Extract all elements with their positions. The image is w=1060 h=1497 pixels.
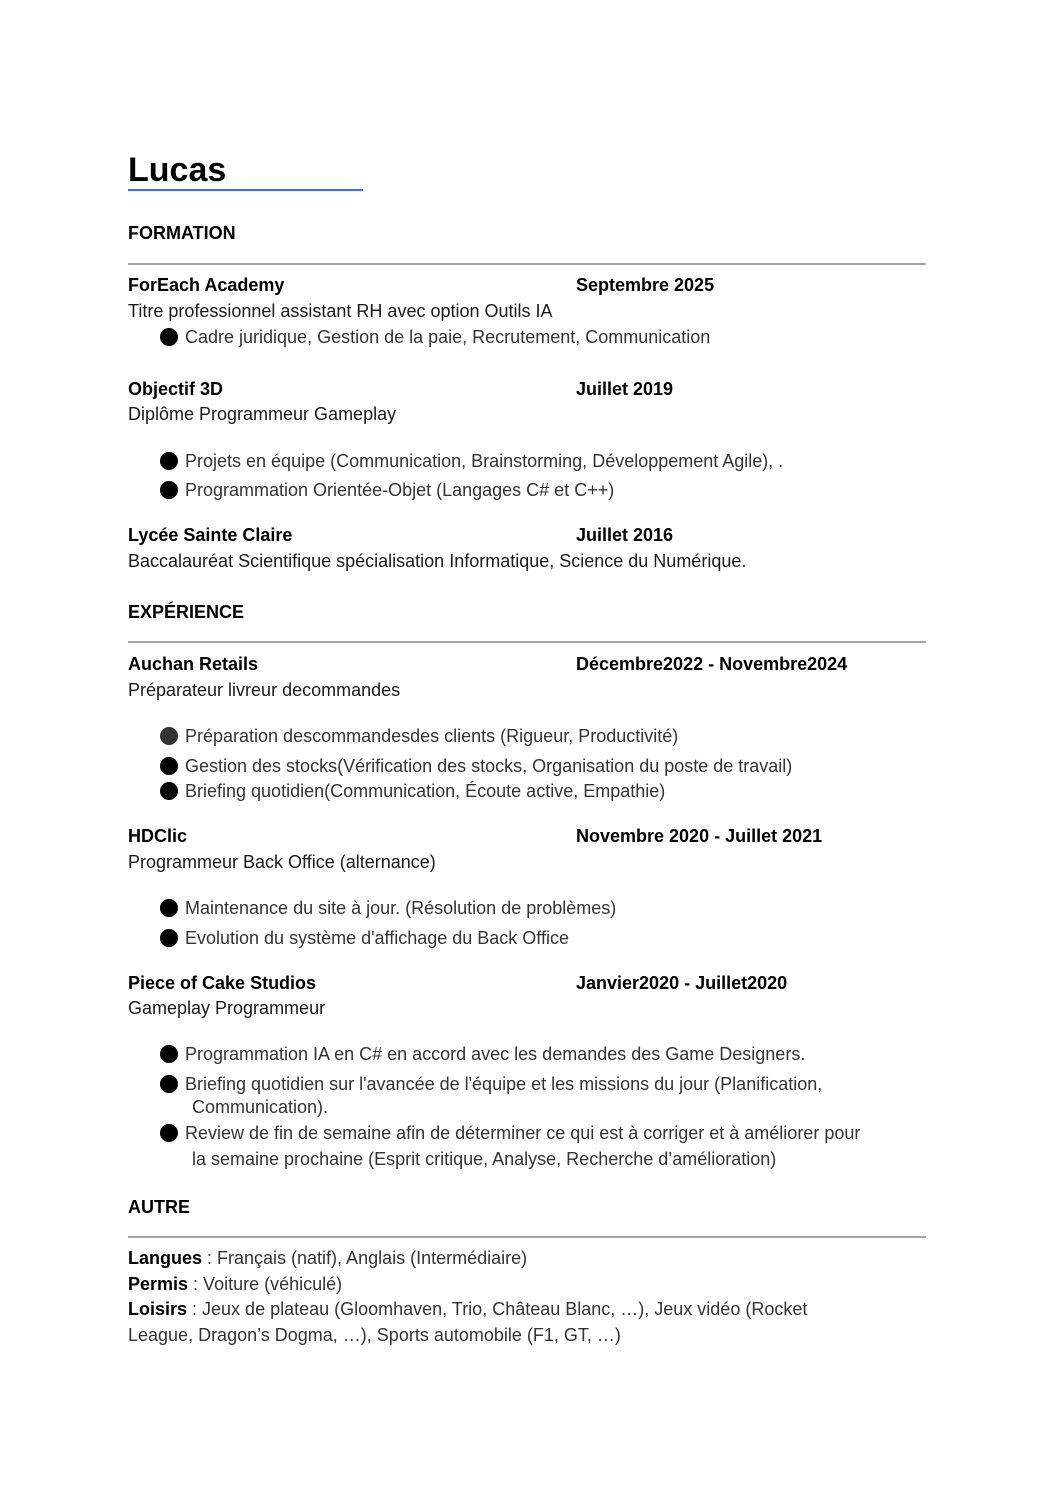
section-title-experience: EXPÉRIENCE xyxy=(128,602,245,622)
list-item xyxy=(160,1122,860,1144)
experience-org: Piece of Cake Studios xyxy=(128,973,317,993)
list-item xyxy=(160,725,678,747)
formation-date: Juillet 2016 xyxy=(576,525,674,545)
bullet-icon xyxy=(160,727,178,745)
bullet-text: Briefing quotidien(Communication, Écoute active, Empathie) xyxy=(185,781,666,801)
name-underline xyxy=(128,189,363,191)
bullet-icon xyxy=(160,1124,178,1142)
candidate-name: Lucas xyxy=(128,151,227,189)
bullet-text: Briefing quotidien sur l'avancée de l'équipe et les missions du jour (Planification, xyxy=(185,1074,823,1094)
loisirs-line xyxy=(128,1298,807,1320)
experience-date: Novembre 2020 - Juillet 2021 xyxy=(576,826,823,846)
permis-line xyxy=(128,1273,342,1295)
bullet-icon xyxy=(160,757,178,775)
bullet-text: Evolution du système d'affichage du Back Office xyxy=(185,928,569,948)
list-item xyxy=(160,1043,805,1065)
formation-role: Diplôme Programmeur Gameplay xyxy=(128,404,397,424)
bullet-icon xyxy=(160,899,178,917)
bullet-text: Cadre juridique, Gestion de la paie, Recrutement, Communication xyxy=(185,327,711,347)
list-item xyxy=(160,927,569,949)
experience-role: Programmeur Back Office (alternance) xyxy=(128,852,436,872)
permis-value: : Voiture (véhiculé) xyxy=(188,1274,343,1294)
bullet-text: Programmation Orientée-Objet (Langages C# et C++) xyxy=(185,480,615,500)
bullet-icon xyxy=(160,1075,178,1093)
section-title-autre: AUTRE xyxy=(128,1197,190,1217)
experience-role: Gameplay Programmeur xyxy=(128,998,326,1018)
list-item xyxy=(160,479,614,501)
formation-date: Septembre 2025 xyxy=(576,275,715,295)
langues-line xyxy=(128,1247,527,1269)
loisirs-value: : Jeux de plateau (Gloomhaven, Trio, Château Blanc, …), Jeux vidéo (Rocket xyxy=(187,1299,808,1319)
langues-value: : Français (natif), Anglais (Intermédiaire) xyxy=(202,1248,528,1268)
list-item xyxy=(160,755,792,777)
list-item xyxy=(160,897,616,919)
bullet-text: Programmation IA en C# en accord avec les demandes des Game Designers. xyxy=(185,1044,806,1064)
list-item xyxy=(160,780,665,802)
section-divider xyxy=(128,263,926,265)
loisirs-label: Loisirs xyxy=(128,1299,188,1319)
experience-org: Auchan Retails xyxy=(128,654,259,674)
formation-role: Baccalauréat Scientifique spécialisation Informatique, Science du Numérique. xyxy=(128,551,747,571)
bullet-icon xyxy=(160,481,178,499)
experience-date: Décembre2022 - Novembre2024 xyxy=(576,654,848,674)
section-divider xyxy=(128,641,926,643)
experience-role: Préparateur livreur decommandes xyxy=(128,680,401,700)
bullet-icon xyxy=(160,929,178,947)
section-divider xyxy=(128,1236,926,1238)
bullet-icon xyxy=(160,452,178,470)
permis-label: Permis xyxy=(128,1274,189,1294)
bullet-icon xyxy=(160,782,178,800)
experience-date: Janvier2020 - Juillet2020 xyxy=(576,973,788,993)
experience-org: HDClic xyxy=(128,826,188,846)
list-item xyxy=(160,1073,822,1095)
bullet-text: Maintenance du site à jour. (Résolution de problèmes) xyxy=(185,898,617,918)
formation-org: Objectif 3D xyxy=(128,379,224,399)
bullet-text: Préparation descommandesdes clients (Rigueur, Productivité) xyxy=(185,726,679,746)
list-item xyxy=(160,450,783,472)
list-item xyxy=(160,326,710,348)
loisirs-continuation: League, Dragon’s Dogma, …), Sports automobile (F1, GT, …) xyxy=(128,1325,621,1345)
formation-date: Juillet 2019 xyxy=(576,379,674,399)
formation-org: Lycée Sainte Claire xyxy=(128,525,293,545)
bullet-text: Review de fin de semaine afin de déterminer ce qui est à corriger et à améliorer pour xyxy=(185,1123,861,1143)
bullet-text: Gestion des stocks(Vérification des stocks, Organisation du poste de travail) xyxy=(185,756,793,776)
bullet-continuation: la semaine prochaine (Esprit critique, Analyse, Recherche d’amélioration) xyxy=(192,1149,777,1169)
formation-role: Titre professionnel assistant RH avec option Outils IA xyxy=(128,301,553,321)
section-title-formation: FORMATION xyxy=(128,223,236,243)
bullet-icon xyxy=(160,328,178,346)
bullet-icon xyxy=(160,1045,178,1063)
formation-org: ForEach Academy xyxy=(128,275,285,295)
bullet-text: Projets en équipe (Communication, Brainstorming, Développement Agile), . xyxy=(185,451,784,471)
bullet-continuation: Communication). xyxy=(192,1097,329,1117)
langues-label: Langues xyxy=(128,1248,203,1268)
